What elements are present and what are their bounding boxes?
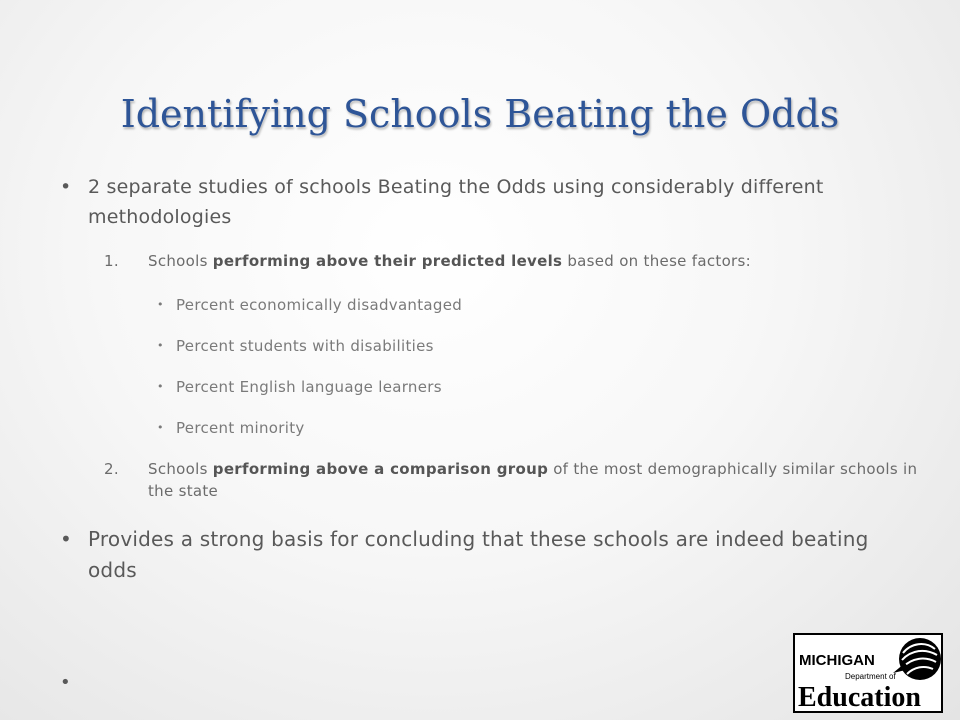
bullet-marker: • [157,380,164,393]
michigan-department-of-education-logo [793,633,943,713]
slide-content [60,172,920,586]
factor-text: Percent economically disadvantaged [176,296,463,314]
item-text-pre: Schools [148,252,213,270]
bullet-marker: • [157,298,164,311]
bullet-marker: • [60,176,72,198]
factor-text: Percent English language learners [176,378,442,396]
factor-item [60,376,920,398]
bullet-marker: • [60,527,72,551]
bullet-text: 2 separate studies of schools Beating the Odds using considerably different methodologies [88,176,824,228]
factor-item [60,335,920,357]
bullet-text: Provides a strong basis for concluding that these schools are indeed beating odds [88,527,869,582]
item-text-post: of the most demographically similar schools in the state [148,460,918,500]
bullet-item [60,172,920,232]
numbered-item [60,250,920,272]
item-number: 1. [104,252,119,270]
factor-text: Percent students with disabilities [176,337,434,355]
bullet-marker: • [157,421,164,434]
numbered-item [60,458,920,502]
item-text-post: based on these factors: [562,252,751,270]
item-text-bold: performing above their predicted levels [212,252,563,270]
bullet-marker: • [157,339,164,352]
bullet-item [60,524,920,586]
factor-item [60,417,920,439]
empty-bullet-marker: • [60,672,71,693]
logo-line-3: Education [798,682,921,713]
item-text-bold: performing above a comparison group [212,460,549,478]
factor-text: Percent minority [176,419,305,437]
logo-line-1: MICHIGAN [799,652,875,669]
logo-line-2: Department of [845,672,896,681]
slide-title: Identifying Schools Beating the Odds [120,92,840,136]
item-number: 2. [104,460,119,478]
factor-item [60,294,920,316]
item-text-pre: Schools [148,460,213,478]
